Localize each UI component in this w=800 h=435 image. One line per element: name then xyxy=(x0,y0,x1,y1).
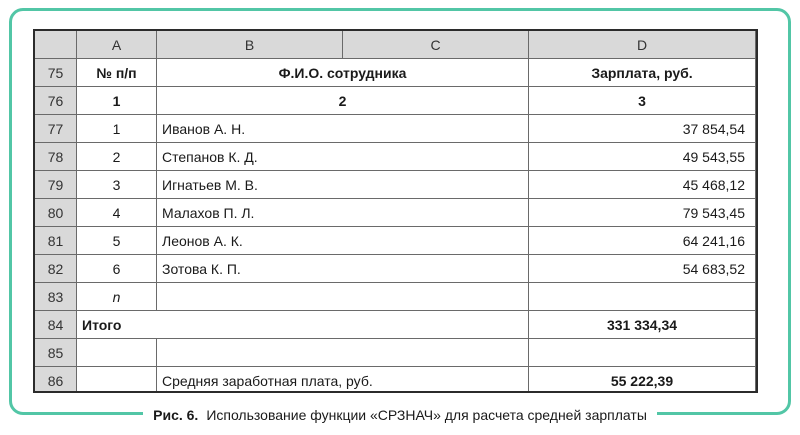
column-header-b[interactable]: B xyxy=(157,31,343,59)
cell-bc-merged[interactable] xyxy=(157,283,529,311)
cell-d[interactable]: 54 683,52 xyxy=(529,255,756,283)
table-row xyxy=(35,311,756,339)
table-row xyxy=(35,199,756,227)
cell-bc-merged[interactable]: Ф.И.О. сотрудника xyxy=(157,59,529,87)
table-row xyxy=(35,87,756,115)
row-header[interactable]: 80 xyxy=(35,199,77,227)
cell-a[interactable]: 1 xyxy=(77,87,157,115)
figure-caption xyxy=(0,401,800,429)
table-row xyxy=(35,143,756,171)
cell-a[interactable]: 3 xyxy=(77,171,157,199)
caption-text: Использование функции «СРЗНАЧ» для расчета средней зарплаты xyxy=(206,407,647,423)
cell-a[interactable]: n xyxy=(77,283,157,311)
row-header[interactable]: 83 xyxy=(35,283,77,311)
cell-d[interactable] xyxy=(529,339,756,367)
cell-d[interactable]: 79 543,45 xyxy=(529,199,756,227)
cell-a[interactable]: 4 xyxy=(77,199,157,227)
cell-bc-merged[interactable]: Степанов К. Д. xyxy=(157,143,529,171)
cell-bc-merged[interactable] xyxy=(157,339,529,367)
caption-box xyxy=(143,401,657,429)
row-header[interactable]: 78 xyxy=(35,143,77,171)
cell-a[interactable] xyxy=(77,367,157,393)
cell-d[interactable]: 49 543,55 xyxy=(529,143,756,171)
cell-bc-merged[interactable]: Леонов А. К. xyxy=(157,227,529,255)
table-row xyxy=(35,339,756,367)
cell-d[interactable]: 3 xyxy=(529,87,756,115)
caption-label: Рис. 6. xyxy=(153,407,199,423)
row-header[interactable]: 85 xyxy=(35,339,77,367)
cell-d[interactable]: Зарплата, руб. xyxy=(529,59,756,87)
cell-a[interactable]: 6 xyxy=(77,255,157,283)
cell-a[interactable]: № п/п xyxy=(77,59,157,87)
table-row xyxy=(35,367,756,393)
table-row xyxy=(35,171,756,199)
cell-bc-merged[interactable]: Зотова К. П. xyxy=(157,255,529,283)
row-header[interactable]: 76 xyxy=(35,87,77,115)
cell-d[interactable] xyxy=(529,283,756,311)
column-header-row xyxy=(35,31,756,59)
cell-a[interactable]: 2 xyxy=(77,143,157,171)
table-row xyxy=(35,283,756,311)
cell-d[interactable]: 45 468,12 xyxy=(529,171,756,199)
cell-bc-merged[interactable]: Малахов П. Л. xyxy=(157,199,529,227)
cell-d-average[interactable]: 55 222,39 xyxy=(529,367,756,393)
row-header[interactable]: 75 xyxy=(35,59,77,87)
cell-bc-merged[interactable]: 2 xyxy=(157,87,529,115)
cell-bc-merged[interactable]: Игнатьев М. В. xyxy=(157,171,529,199)
table-row xyxy=(35,255,756,283)
cell-d-total[interactable]: 331 334,34 xyxy=(529,311,756,339)
cell-a[interactable] xyxy=(77,339,157,367)
table-row xyxy=(35,115,756,143)
cell-abc-merged-total[interactable]: Итого xyxy=(77,311,529,339)
row-header[interactable]: 79 xyxy=(35,171,77,199)
cell-bc-merged[interactable]: Иванов А. Н. xyxy=(157,115,529,143)
row-header[interactable]: 86 xyxy=(35,367,77,393)
row-header[interactable]: 81 xyxy=(35,227,77,255)
cell-a[interactable]: 5 xyxy=(77,227,157,255)
cell-d[interactable]: 64 241,16 xyxy=(529,227,756,255)
table-row xyxy=(35,59,756,87)
column-header-d[interactable]: D xyxy=(529,31,756,59)
column-header-a[interactable]: A xyxy=(77,31,157,59)
select-all-corner[interactable] xyxy=(35,31,77,59)
row-header[interactable]: 82 xyxy=(35,255,77,283)
column-header-c[interactable]: C xyxy=(343,31,529,59)
row-header[interactable]: 77 xyxy=(35,115,77,143)
cell-a[interactable]: 1 xyxy=(77,115,157,143)
cell-d[interactable]: 37 854,54 xyxy=(529,115,756,143)
cell-bc-merged-average-label[interactable]: Средняя заработная плата, руб. xyxy=(157,367,529,393)
spreadsheet-grid xyxy=(33,29,758,393)
table-row xyxy=(35,227,756,255)
row-header[interactable]: 84 xyxy=(35,311,77,339)
